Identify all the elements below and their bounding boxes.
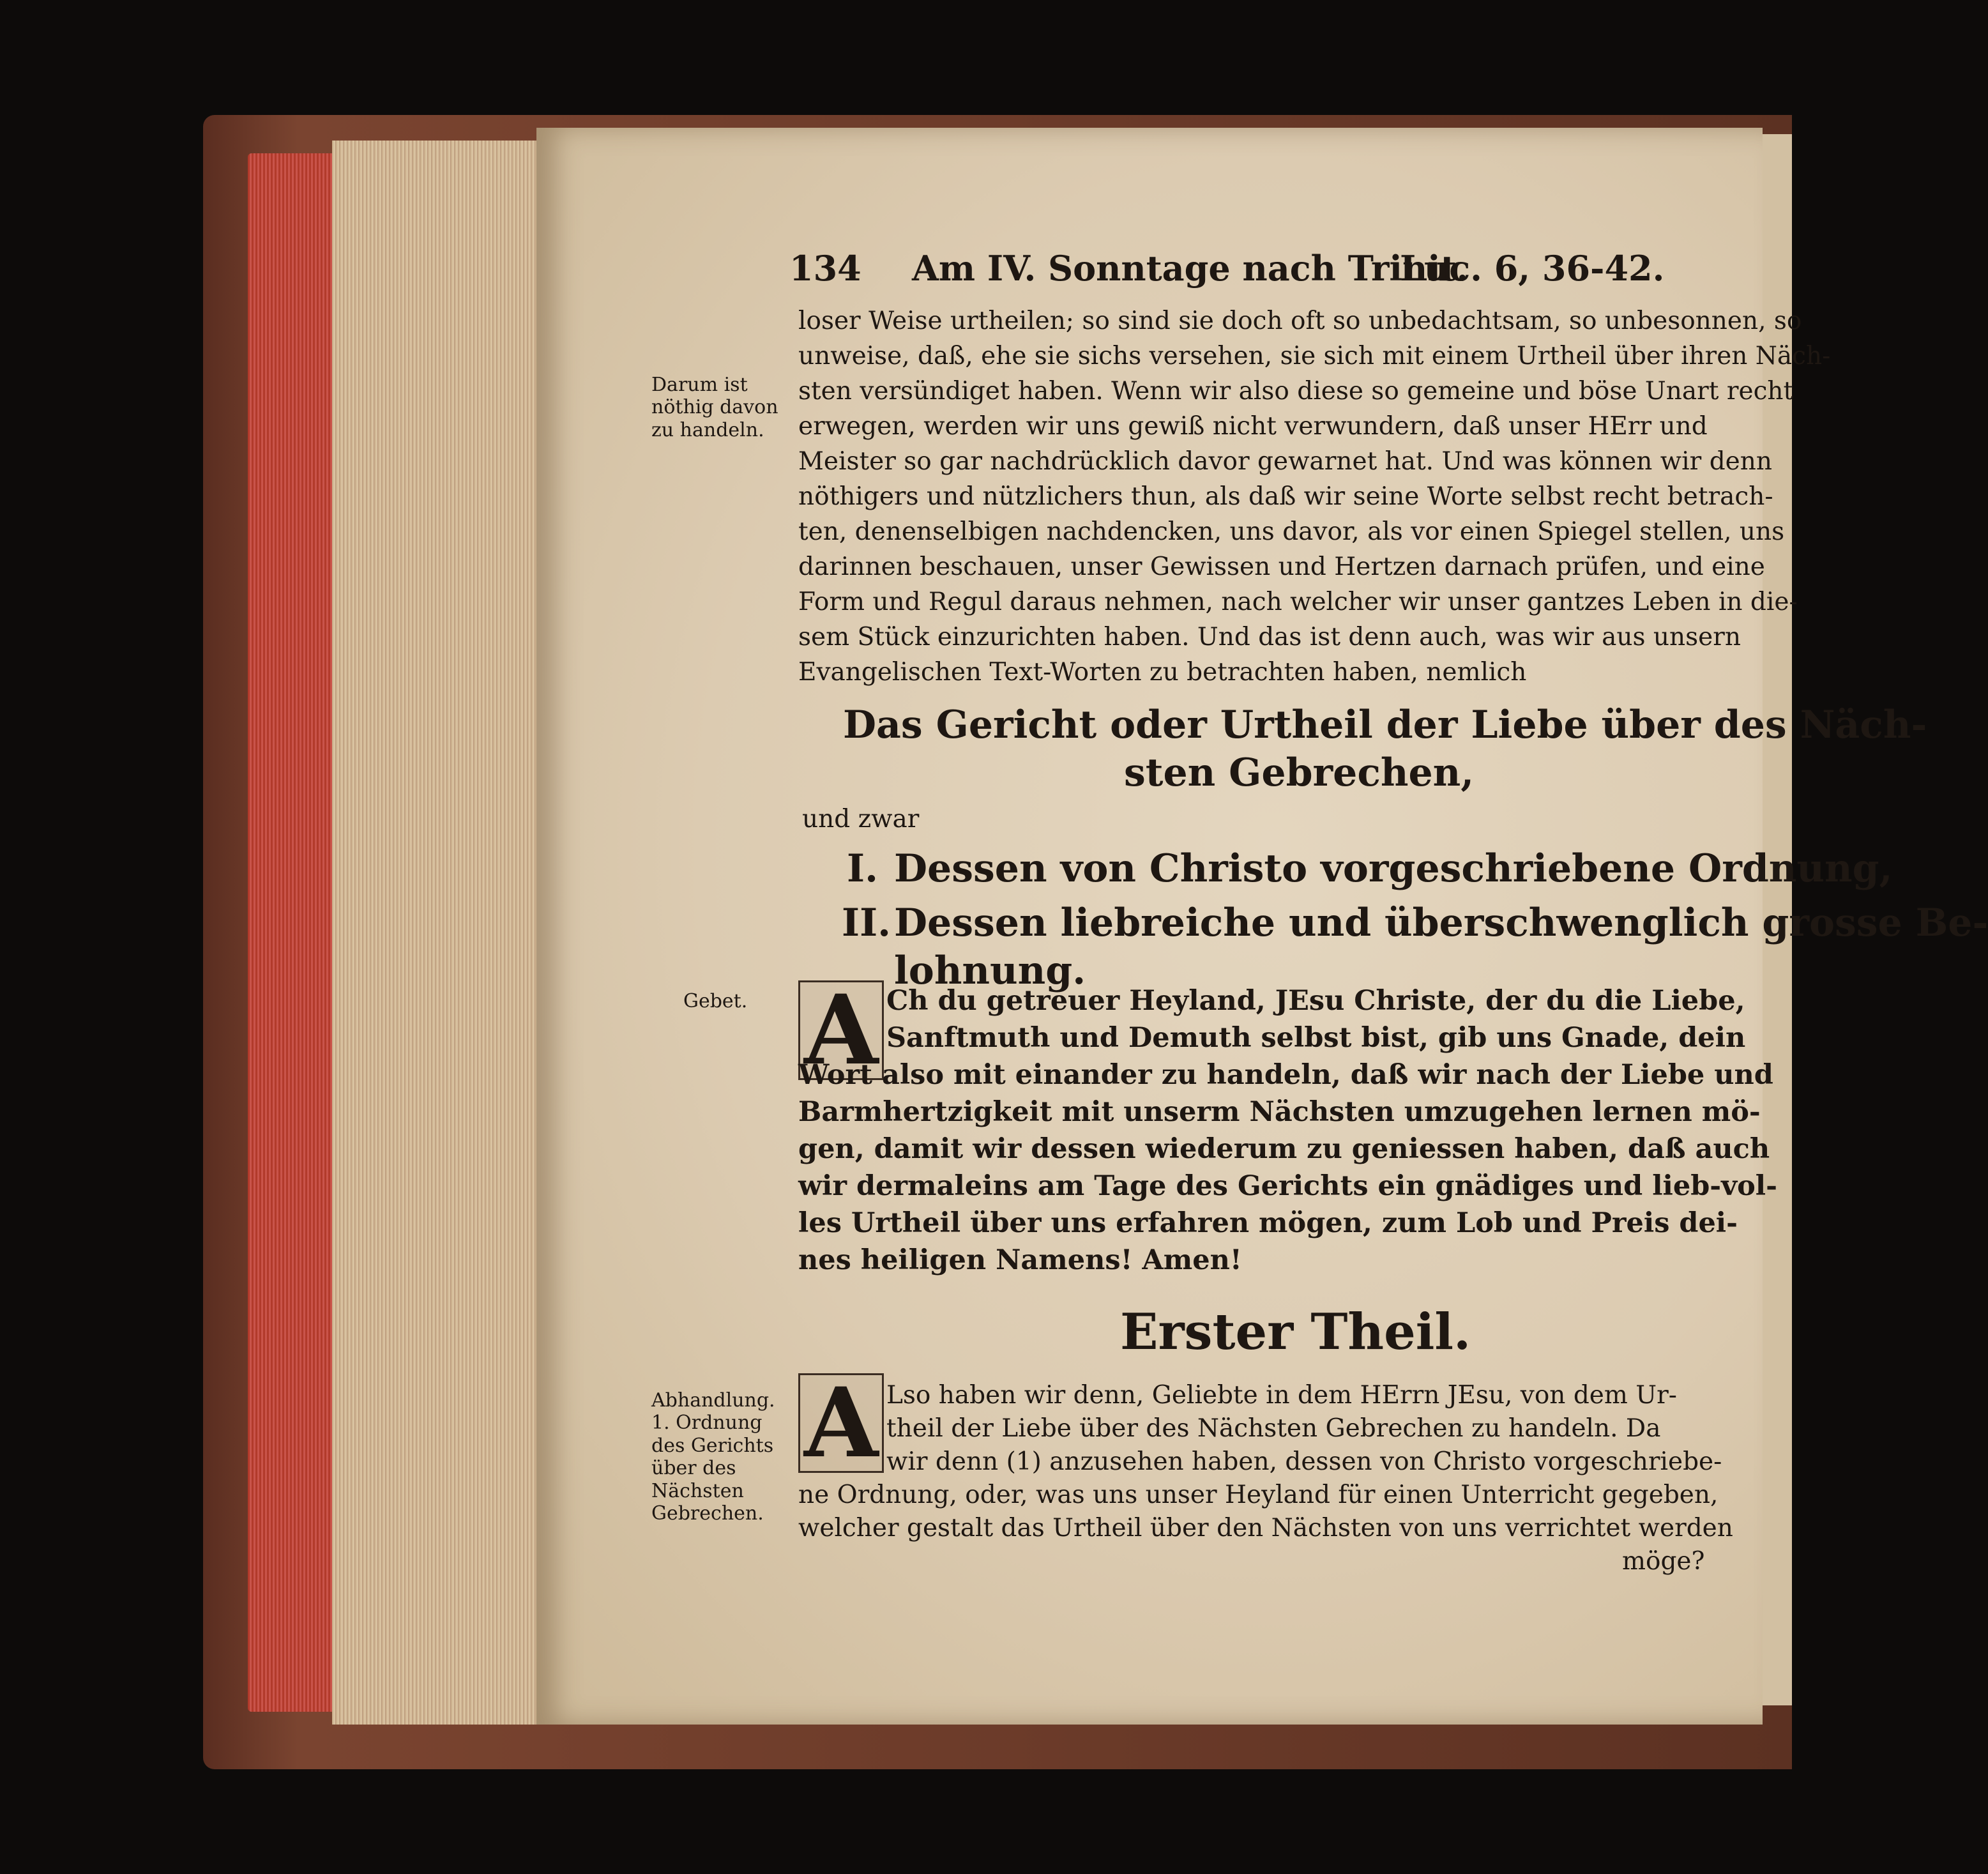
prayer-line: les Urtheil über uns erfahren mögen, zum Lob und Preis dei- <box>798 1207 1738 1239</box>
point-1-text: Dessen von Christo vorgeschriebene Ordnung, <box>894 846 1893 891</box>
part-line: wir denn (1) anzusehen haben, dessen von Christo vorgeschriebe- <box>886 1447 1722 1476</box>
theme-connector: und zwar <box>802 805 920 834</box>
red-page-edge <box>248 153 344 1712</box>
intro-line: Meister so gar nachdrücklich davor gewarnet hat. Und was können wir denn <box>798 447 1772 476</box>
theme-line-1: Das Gericht oder Urtheil der Liebe über des Näch- <box>843 703 1927 747</box>
intro-line: sten versündiget haben. Wenn wir also diese so gemeine und böse Unart recht <box>798 377 1794 406</box>
prayer-line: Ch du getreuer Heyland, JEsu Christe, der du die Liebe, <box>886 985 1745 1017</box>
intro-line: unweise, daß, ehe sie sichs versehen, sie sich mit einem Urtheil über ihren Näch- <box>798 342 1831 370</box>
running-title: Am IV. Sonntage nach Trinit. <box>912 248 1469 289</box>
point-2-text-cont: lohnung. <box>894 948 1086 993</box>
section-title: Erster Theil. <box>1120 1303 1471 1361</box>
page-number: 134 <box>789 248 861 289</box>
prayer-drop-capital: A <box>798 980 884 1080</box>
prayer-line: wir dermaleins am Tage des Gerichts ein gnädiges und lieb-vol- <box>798 1170 1777 1202</box>
intro-line: Evangelischen Text-Worten zu betrachten haben, nemlich <box>798 658 1527 687</box>
theme-line-2: sten Gebrechen, <box>1124 750 1475 795</box>
scripture-reference: Luc. 6, 36-42. <box>1400 248 1665 289</box>
margin-note-abhandlung: Abhandlung. 1. Ordnung des Gerichts über des Nächsten Gebrechen. <box>651 1389 775 1525</box>
part-line: möge? <box>1622 1547 1705 1576</box>
margin-note-gebet: Gebet. <box>683 990 748 1012</box>
point-2-number: II. <box>842 901 892 945</box>
prayer-line: Wort also mit einander zu handeln, daß wir nach der Liebe und <box>798 1059 1773 1091</box>
point-2-text: Dessen liebreiche und überschwenglich grosse Be- <box>894 901 1988 945</box>
intro-line: ten, denenselbigen nachdencken, uns davor, als vor einen Spiegel stellen, uns <box>798 517 1785 546</box>
book-page <box>536 128 1988 1725</box>
intro-line: loser Weise urtheilen; so sind sie doch oft so unbedachtsam, so unbesonnen, so <box>798 307 1802 335</box>
page-block-edges <box>332 141 543 1725</box>
intro-line: Form und Regul daraus nehmen, nach welcher wir unser gantzes Leben in die- <box>798 588 1798 616</box>
point-1-number: I. <box>847 846 878 891</box>
part-line: ne Ordnung, oder, was uns unser Heyland für einen Unterricht gegeben, <box>798 1481 1719 1509</box>
prayer-line: Barmhertzigkeit mit unserm Nächsten umzugehen lernen mö- <box>798 1096 1761 1128</box>
part-line: Lso haben wir denn, Geliebte in dem HErrn JEsu, von dem Ur- <box>886 1381 1677 1410</box>
part-drop-capital: A <box>798 1373 884 1473</box>
intro-line: darinnen beschauen, unser Gewissen und Hertzen darnach prüfen, und eine <box>798 552 1765 581</box>
margin-note-darum: Darum ist nöthig davon zu handeln. <box>651 374 778 441</box>
intro-line: sem Stück einzurichten haben. Und das ist denn auch, was wir aus unsern <box>798 623 1741 651</box>
prayer-line: Sanftmuth und Demuth selbst bist, gib uns Gnade, dein <box>886 1022 1746 1054</box>
part-line: welcher gestalt das Urtheil über den Nächsten von uns verrichtet werden <box>798 1514 1733 1543</box>
part-line: theil der Liebe über des Nächsten Gebrechen zu handeln. Da <box>886 1414 1661 1443</box>
intro-line: nöthigers und nützlichers thun, als daß wir seine Worte selbst recht betrach- <box>798 482 1773 511</box>
prayer-line: gen, damit wir dessen wiederum zu geniessen haben, daß auch <box>798 1133 1770 1165</box>
intro-line: erwegen, werden wir uns gewiß nicht verwundern, daß unser HErr und <box>798 412 1708 441</box>
prayer-line: nes heiligen Namens! Amen! <box>798 1244 1242 1276</box>
